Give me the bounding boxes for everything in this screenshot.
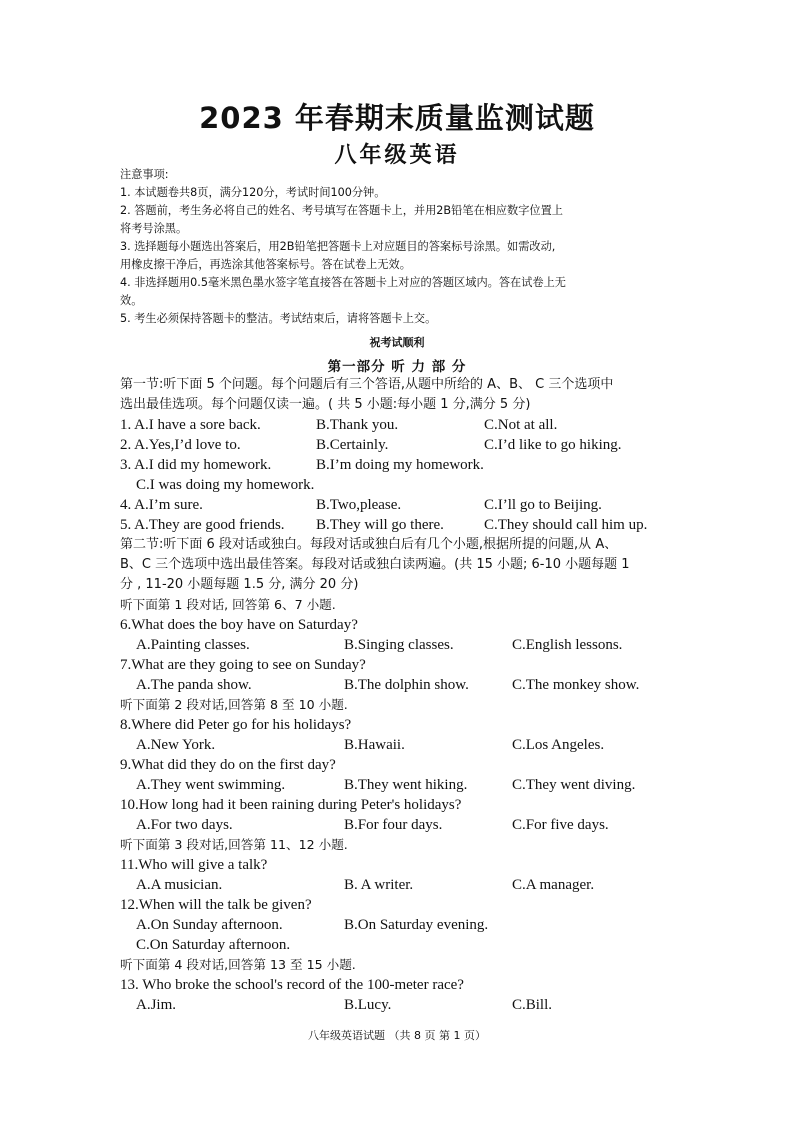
option-b: B.Singing classes. <box>344 637 454 653</box>
options-row <box>120 675 680 695</box>
notes-item: 用橡皮擦干净后，再选涂其他答案标号。答在试卷上无效。 <box>120 258 411 271</box>
question-stem: 9.What did they do on the first day? <box>120 757 336 773</box>
options-row <box>120 815 680 835</box>
notes-heading: 注意事项: <box>120 168 169 181</box>
exam-notes <box>120 166 680 328</box>
option-c: C.Los Angeles. <box>512 737 605 753</box>
question-stem: 11.Who will give a talk? <box>120 857 268 873</box>
option-a: A.For two days. <box>136 817 233 833</box>
options-row <box>120 875 680 895</box>
notes-item: 3. 选择题每小题选出答案后，用2B铅笔把答题卡上对应题目的答案标号涂黑。如需改动, <box>120 240 556 253</box>
section1-instruction: 第一节:听下面 5 个问题。每个问题后有三个答语,从题中所给的 A、B、 C 三个选项中 <box>120 377 614 392</box>
option-c: C.Not at all. <box>484 417 558 433</box>
option-b: B.The dolphin show. <box>344 677 469 693</box>
section2-instruction: B、C 三个选项中选出最佳答案。每段对话或独白读两遍。(共 15 小题; 6-10 小题每题 1 <box>120 557 630 572</box>
section2-instruction: 第二节:听下面 6 段对话或独白。每段对话或独白后有几个小题,根据所提的问题,从 A、 <box>120 537 618 552</box>
part-title: 第一部分 听 力 部 分 <box>327 359 467 375</box>
option-b: B.Certainly. <box>316 437 389 453</box>
option-c: C.Bill. <box>512 997 553 1013</box>
option-c: C.A manager. <box>512 877 595 893</box>
option-c: C.The monkey show. <box>512 677 640 693</box>
option-c: C.They should call him up. <box>484 517 648 533</box>
option-a: A.On Sunday afternoon. <box>136 917 283 933</box>
option-b: B. A writer. <box>344 877 414 893</box>
option-c: C.English lessons. <box>512 637 623 653</box>
option-a: 3. A.I did my homework. <box>120 457 272 473</box>
option-a: 4. A.I’m sure. <box>120 497 203 513</box>
section2-instruction: 分 , 11-20 小题每题 1.5 分, 满分 20 分) <box>120 577 359 592</box>
notes-item: 效。 <box>120 294 143 307</box>
options-row <box>120 735 680 755</box>
dialogue-header: 听下面第 4 段对话,回答第 13 至 15 小题. <box>120 957 356 972</box>
option-a: A.Jim. <box>136 997 177 1013</box>
question-stem: 7.What are they going to see on Sunday? <box>120 657 366 673</box>
option-b: B.On Saturday evening. <box>344 917 489 933</box>
options-row <box>120 635 680 655</box>
question-row <box>120 495 680 515</box>
question-stem: 12.When will the talk be given? <box>120 897 312 913</box>
question-stem: 13. Who broke the school's record of the 100-meter race? <box>120 977 464 993</box>
option-a: 2. A.Yes,I’d love to. <box>120 437 241 453</box>
option-a: A.The panda show. <box>136 677 252 693</box>
question-row <box>120 415 680 435</box>
notes-item: 将考号涂黑。 <box>120 222 188 235</box>
option-a: A.New York. <box>136 737 216 753</box>
option-a: A.Painting classes. <box>136 637 250 653</box>
question-stem: 10.How long had it been raining during Peter's holidays? <box>120 797 462 813</box>
question-stem: 8.Where did Peter go for his holidays? <box>120 717 352 733</box>
option-b: B.Hawaii. <box>344 737 405 753</box>
option-c: C.On Saturday afternoon. <box>136 937 291 953</box>
notes-item: 5. 考生必须保持答题卡的整洁。考试结束后，请将答题卡上交。 <box>120 312 437 325</box>
section1-instruction: 选出最佳选项。每个问题仅读一遍。( 共 5 小题:每小题 1 分,满分 5 分) <box>120 397 531 412</box>
page-title: 2023 年春期末质量监测试题 <box>199 101 595 135</box>
dialogue-header: 听下面第 3 段对话,回答第 11、12 小题. <box>120 837 348 852</box>
option-c: C.I’ll go to Beijing. <box>484 497 602 513</box>
option-a: 5. A.They are good friends. <box>120 517 285 533</box>
notes-item: 2. 答题前，考生务必将自己的姓名、考号填写在答题卡上，并用2B铅笔在相应数字位置上 <box>120 204 563 217</box>
option-c: C.I was doing my homework. <box>136 477 315 493</box>
question-row <box>120 435 680 455</box>
option-a: 1. A.I have a sore back. <box>120 417 261 433</box>
good-luck-line: 祝考试顺利 <box>369 336 425 349</box>
options-row <box>120 775 680 795</box>
option-c: C.For five days. <box>512 817 609 833</box>
option-c: C.I’d like to go hiking. <box>484 437 622 453</box>
option-b: B.Thank you. <box>316 417 399 433</box>
option-a: A.A musician. <box>136 877 223 893</box>
options-row <box>120 915 680 935</box>
notes-item: 4. 非选择题用0.5毫米黑色墨水签字笔直接答在答题卡上对应的答题区域内。答在试卷上无 <box>120 276 566 289</box>
question-row <box>120 455 680 475</box>
option-b: B.For four days. <box>344 817 443 833</box>
option-b: B.They went hiking. <box>344 777 468 793</box>
question-row <box>120 515 680 535</box>
option-b: B.They will go there. <box>316 517 444 533</box>
dialogue-header: 听下面第 1 段对话, 回答第 6、7 小题. <box>120 597 336 612</box>
page-footer: 八年级英语试题 （共 8 页 第 1 页） <box>308 1029 486 1042</box>
option-b: B.Two,please. <box>316 497 402 513</box>
option-a: A.They went swimming. <box>136 777 286 793</box>
options-row <box>120 995 680 1015</box>
page-subtitle: 八年级英语 <box>334 142 460 168</box>
option-b: B.Lucy. <box>344 997 392 1013</box>
option-c: C.They went diving. <box>512 777 636 793</box>
dialogue-header: 听下面第 2 段对话,回答第 8 至 10 小题. <box>120 697 348 712</box>
listening-section <box>120 375 680 1015</box>
notes-item: 1. 本试题卷共8页，满分120分，考试时间100分钟。 <box>120 186 386 199</box>
question-stem: 6.What does the boy have on Saturday? <box>120 617 358 633</box>
option-b: B.I’m doing my homework. <box>316 457 484 473</box>
